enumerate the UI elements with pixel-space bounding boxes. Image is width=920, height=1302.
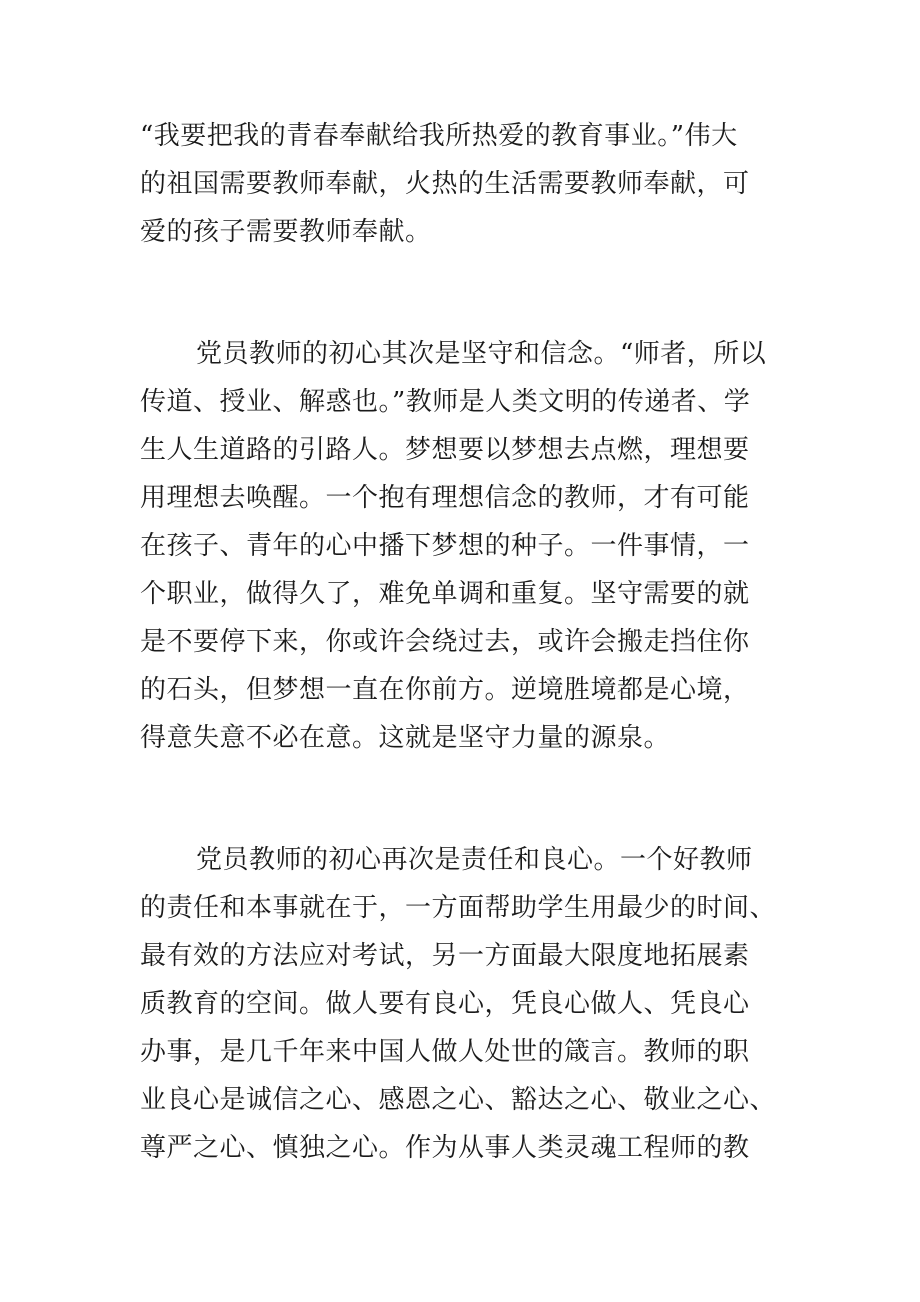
paragraph-3-line-4: 质教育的空间。做人要有良心，凭良心做人、凭良心	[140, 989, 750, 1019]
paragraph-3-line-5: 办事，是几千年来中国人做人处世的箴言。教师的职	[140, 1037, 750, 1067]
paragraph-2-line-9: 得意失意不必在意。这就是坚守力量的源泉。	[140, 723, 671, 753]
paragraph-2-line-2: 传道、授业、解惑也。”教师是人类文明的传递者、学	[140, 387, 751, 417]
paragraph-2-line-8: 的石头，但梦想一直在你前方。逆境胜境都是心境，	[140, 675, 750, 705]
paragraph-3-line-3: 最有效的方法应对考试，另一方面最大限度地拓展素	[140, 941, 750, 971]
paragraph-2-line-3: 生人生道路的引路人。梦想要以梦想去点燃，理想要	[140, 435, 750, 465]
paragraph-2-line-1: 党员教师的初心其次是坚守和信念。“师者，所以	[196, 339, 767, 369]
paragraph-1-line-1: “我要把我的青春奉献给我所热爱的教育事业。”伟大	[140, 121, 738, 151]
paragraph-3-line-1: 党员教师的初心再次是责任和良心。一个好教师	[196, 845, 753, 875]
paragraph-2-line-7: 是不要停下来，你或许会绕过去，或许会搬走挡住你	[140, 627, 750, 657]
paragraph-1-line-3: 爱的孩子需要教师奉献。	[140, 217, 432, 247]
paragraph-1-line-2: 的祖国需要教师奉献，火热的生活需要教师奉献，可	[140, 169, 750, 199]
paragraph-2-line-4: 用理想去唤醒。一个抱有理想信念的教师，才有可能	[140, 483, 750, 513]
paragraph-3-line-6: 业良心是诚信之心、感恩之心、豁达之心、敬业之心、	[140, 1085, 777, 1115]
paragraph-3-line-2: 的责任和本事就在于，一方面帮助学生用最少的时间、	[140, 893, 777, 923]
paragraph-2-line-5: 在孩子、青年的心中播下梦想的种子。一件事情，一	[140, 531, 750, 561]
paragraph-3-line-7: 尊严之心、慎独之心。作为从事人类灵魂工程师的教	[140, 1133, 750, 1163]
paragraph-2-line-6: 个职业，做得久了，难免单调和重复。坚守需要的就	[140, 579, 750, 609]
